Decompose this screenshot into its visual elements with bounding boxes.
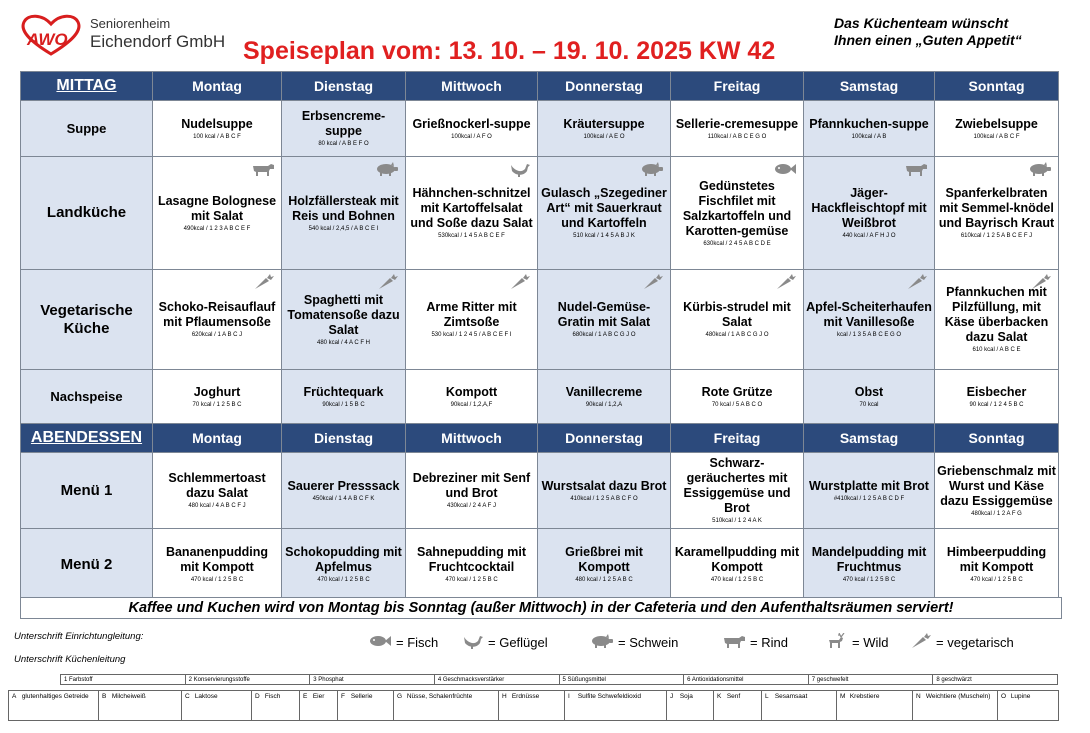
day-header: Montag bbox=[153, 72, 282, 101]
day-header: Sonntag bbox=[935, 72, 1059, 101]
dish-info: 470 kcal / 1 2 5 B C bbox=[970, 577, 1023, 583]
day-header: Freitag bbox=[671, 424, 804, 453]
menu-cell bbox=[538, 101, 671, 157]
dish-name: Joghurt bbox=[193, 384, 241, 399]
allergen-text: Eier bbox=[312, 693, 325, 700]
allergen-key: B bbox=[102, 693, 107, 700]
menu-cell bbox=[935, 270, 1059, 370]
allergen-key: D bbox=[255, 693, 260, 700]
menu-cell bbox=[538, 453, 671, 529]
additive-key: 3 bbox=[313, 676, 317, 683]
dish-info: 470 kcal / 1 2 5 B C bbox=[317, 577, 370, 583]
allergen-text: Laktose bbox=[194, 693, 218, 700]
row-label: Menü 2 bbox=[21, 529, 153, 601]
allergen-text: Sellerie bbox=[350, 693, 373, 700]
menu-cell bbox=[406, 529, 538, 601]
org-name-line1: Seniorenheim bbox=[90, 16, 171, 31]
menu-cell bbox=[282, 157, 406, 270]
dish-info: 530 kcal / 1 2 4 5 / A B C E F I bbox=[431, 332, 512, 338]
menu-cell bbox=[406, 270, 538, 370]
allergen-text: Weichtiere (Muscheln) bbox=[925, 693, 991, 700]
menu-cell bbox=[804, 270, 935, 370]
dish-info: 90 kcal / 1 2 4 5 B C bbox=[969, 401, 1024, 408]
dish-name: Spanferkelbraten mit Semmel-knödel und Bayrisch Kraut bbox=[938, 186, 1055, 230]
allergen-key: C bbox=[185, 693, 190, 700]
cow-icon bbox=[904, 161, 928, 177]
legend-label: = Rind bbox=[750, 635, 788, 650]
dish-info: #410kcal / 1 2 5 A B C D F bbox=[833, 495, 905, 502]
menu-cell bbox=[671, 529, 804, 601]
dish-info: 100kcal / A E O bbox=[583, 133, 625, 140]
dish-info: 440 kcal / A F H J O bbox=[842, 233, 896, 239]
menu-cell bbox=[671, 157, 804, 270]
allergen-key: G bbox=[397, 693, 403, 700]
allergen-cell bbox=[252, 691, 300, 721]
additive-text: Konservierungsstoffe bbox=[193, 676, 250, 683]
additive-key: 2 bbox=[188, 676, 192, 683]
cow-icon bbox=[251, 161, 275, 177]
allergen-key: M bbox=[840, 693, 846, 700]
dish-info: 470 kcal / 1 2 5 B C bbox=[445, 577, 498, 583]
allergen-key: L bbox=[765, 693, 769, 700]
dish-info: 630kcal / 2 4 5 A B C D E bbox=[703, 240, 771, 247]
dish-name: Hähnchen-schnitzel mit Kartoffelsalat und Soße dazu Salat bbox=[410, 186, 533, 230]
additive-key: 5 bbox=[562, 676, 566, 683]
dish-info: 470 kcal / 1 2 5 B C bbox=[842, 577, 896, 583]
dish-info: 510kcal / 1 2 4 A K bbox=[712, 518, 762, 524]
allergen-cell bbox=[762, 691, 837, 721]
dish-name: Gedünstetes Fischfilet mit Salzkartoffeln und Karotten-gemüse bbox=[682, 178, 792, 238]
menu-cell bbox=[153, 453, 282, 529]
additive-key: 7 bbox=[811, 676, 816, 683]
menu-cell bbox=[153, 270, 282, 370]
menu-cell bbox=[153, 529, 282, 601]
additive-cell bbox=[559, 675, 684, 685]
menu-row bbox=[21, 270, 1059, 370]
dish-name: Kräutersuppe bbox=[563, 116, 645, 131]
menu-cell bbox=[282, 101, 406, 157]
section-label: ABENDESSEN bbox=[21, 424, 153, 453]
dish-name: Grießnockerl-suppe bbox=[412, 116, 531, 131]
menu-cell bbox=[935, 529, 1059, 601]
legend-label: = Geflügel bbox=[488, 635, 548, 650]
dish-info: 100kcal / A F O bbox=[451, 133, 492, 140]
menu-cell bbox=[538, 529, 671, 601]
additive-cell bbox=[684, 675, 809, 685]
dish-info: 100kcal / A B bbox=[851, 133, 887, 140]
dish-info: 70 kcal / 5 A B C O bbox=[711, 401, 763, 408]
pig-icon bbox=[590, 633, 618, 652]
coffee-banner: Kaffee und Kuchen wird von Montag bis Sonntag (außer Mittwoch) in der Cafeteria und den Aufenthaltsräumen serviert! bbox=[20, 597, 1062, 619]
dish-name: Bananenpudding mit Kompott bbox=[165, 545, 269, 574]
dish-name: Gulasch „Szegediner Art“ mit Sauerkraut und Kartoffeln bbox=[541, 186, 667, 230]
pig-icon bbox=[640, 161, 664, 177]
allergen-text: Krebstiere bbox=[849, 693, 880, 700]
dish-info: 480kcal / 1 A B C G J O bbox=[705, 332, 769, 338]
additive-cell bbox=[310, 675, 435, 685]
menu-cell bbox=[406, 453, 538, 529]
dish-info: 450kcal / 1 4 A B C F K bbox=[312, 495, 375, 502]
dish-name: Eisbecher bbox=[966, 384, 1027, 399]
dish-name: Wurstsalat dazu Brot bbox=[541, 478, 667, 493]
dish-name: Schlemmertoast dazu Salat bbox=[168, 471, 266, 500]
additive-text: Phosphat bbox=[318, 676, 344, 683]
meal-plan-table bbox=[20, 71, 1059, 601]
dish-name: Schokopudding mit Apfelmus bbox=[285, 545, 402, 574]
dish-info: 480 kcal / 4 A B C F J bbox=[188, 503, 246, 509]
dish-name: Karamellpudding mit Kompott bbox=[674, 545, 800, 574]
dish-name: Kürbis-strudel mit Salat bbox=[683, 300, 791, 329]
dish-info: 70 kcal bbox=[859, 401, 879, 408]
dish-name: Griebenschmalz mit Wurst und Käse dazu Essiggemüse bbox=[937, 463, 1056, 508]
dish-name: Himbeerpudding mit Kompott bbox=[946, 545, 1047, 574]
allergens-table bbox=[8, 690, 1059, 721]
additive-text: Geschmacksverstärker bbox=[442, 676, 505, 683]
day-header: Donnerstag bbox=[538, 424, 671, 453]
dish-name: Mandelpudding mit Fruchtmus bbox=[811, 545, 927, 574]
carrot-icon bbox=[640, 274, 664, 290]
allergen-key: E bbox=[303, 693, 308, 700]
allergen-cell bbox=[837, 691, 913, 721]
allergen-key: I bbox=[568, 693, 570, 700]
allergen-cell bbox=[182, 691, 252, 721]
menu-cell bbox=[804, 453, 935, 529]
dish-info: 490kcal / 1 2 3 A B C E F bbox=[183, 225, 251, 232]
dish-info: 410kcal / 1 2 5 A B C F O bbox=[570, 495, 638, 502]
additive-key: 6 bbox=[687, 676, 691, 683]
row-label: Suppe bbox=[21, 101, 153, 157]
dish-name: Erbsencreme-suppe bbox=[301, 109, 386, 138]
dish-info: 480kcal / 1 2 A F G bbox=[971, 510, 1022, 517]
dish-name: Kompott bbox=[445, 384, 498, 399]
menu-row bbox=[21, 101, 1059, 157]
fish-icon bbox=[773, 161, 797, 177]
menu-cell bbox=[406, 157, 538, 270]
menu-cell bbox=[935, 101, 1059, 157]
dish-info: 530kcal / 1 4 5 A B C E F bbox=[438, 233, 505, 239]
allergen-text: Senf bbox=[726, 693, 741, 700]
dish-name: Nudelsuppe bbox=[181, 116, 253, 131]
additive-cell bbox=[933, 675, 1058, 685]
chicken-icon bbox=[507, 161, 531, 177]
carrot-icon bbox=[1028, 274, 1052, 290]
legend-item bbox=[824, 633, 888, 652]
menu-cell bbox=[153, 101, 282, 157]
dish-name: Zwiebelsuppe bbox=[955, 116, 1038, 131]
allergen-key: F bbox=[341, 693, 345, 700]
fish-icon bbox=[368, 633, 396, 652]
allergen-key: A bbox=[12, 693, 17, 700]
allergen-text: Soja bbox=[679, 693, 693, 700]
additive-text: geschwärzt bbox=[941, 676, 972, 683]
dish-name: Wurstplatte mit Brot bbox=[809, 478, 929, 493]
additive-cell bbox=[185, 675, 310, 685]
row-label: Nachspeise bbox=[21, 370, 153, 424]
day-header: Montag bbox=[153, 424, 282, 453]
allergen-cell bbox=[394, 691, 499, 721]
icon-legend bbox=[368, 633, 1058, 659]
dish-name: Jäger-Hackfleischtopf mit Weißbrot bbox=[811, 186, 927, 230]
logo-text: AWO bbox=[27, 30, 68, 49]
day-header: Sonntag bbox=[935, 424, 1059, 453]
menu-cell bbox=[406, 101, 538, 157]
menu-cell bbox=[804, 101, 935, 157]
day-header: Samstag bbox=[804, 424, 935, 453]
page-title: Speiseplan vom: 13. 10. – 19. 10. 2025 KW 42 bbox=[243, 37, 776, 65]
pig-icon bbox=[1028, 161, 1052, 177]
dish-name: Holzfällersteak mit Reis und Bohnen bbox=[288, 193, 399, 223]
menu-cell bbox=[153, 157, 282, 270]
allergen-key: O bbox=[1001, 693, 1007, 700]
menu-cell bbox=[671, 453, 804, 529]
dish-info: 90kcal / 1,2,A,F bbox=[450, 401, 493, 408]
allergen-cell bbox=[565, 691, 667, 721]
allergen-cell bbox=[998, 691, 1059, 721]
allergen-cell bbox=[714, 691, 762, 721]
allergen-text: Lupine bbox=[1010, 693, 1031, 700]
additive-cell bbox=[808, 675, 933, 685]
day-header: Freitag bbox=[671, 72, 804, 101]
greeting bbox=[834, 15, 1022, 49]
additive-text: geschwefelt bbox=[816, 676, 849, 683]
additive-key: 4 bbox=[437, 676, 442, 683]
allergen-cell bbox=[99, 691, 182, 721]
dish-info: 610 kcal / A B C E bbox=[972, 347, 1021, 353]
additive-text: Antioxidationsmittel bbox=[691, 676, 744, 683]
row-label: Landküche bbox=[21, 157, 153, 270]
dish-name: Pfannkuchen-suppe bbox=[809, 116, 929, 131]
menu-cell bbox=[538, 370, 671, 424]
dish-name: Schoko-Reisauflauf mit Pflaumensoße bbox=[158, 300, 276, 329]
menu-cell bbox=[282, 529, 406, 601]
day-header: Mittwoch bbox=[406, 424, 538, 453]
menu-cell bbox=[935, 453, 1059, 529]
dish-info: 430kcal / 2 4 A F J bbox=[446, 503, 497, 509]
legend-item bbox=[590, 633, 678, 652]
legend-item bbox=[460, 633, 548, 652]
dish-name: Sauerer Presssack bbox=[287, 478, 400, 493]
menu-cell bbox=[406, 370, 538, 424]
dish-name: Rote Grütze bbox=[701, 384, 773, 399]
allergen-key: H bbox=[502, 693, 507, 700]
additives-table bbox=[60, 674, 1058, 685]
row-label: Menü 1 bbox=[21, 453, 153, 529]
allergen-key: K bbox=[717, 693, 722, 700]
greeting-line2: Ihnen einen „Guten Appetit“ bbox=[834, 32, 1022, 48]
row-label: Vegetarische Küche bbox=[21, 270, 153, 370]
menu-cell bbox=[282, 370, 406, 424]
chicken-icon bbox=[460, 633, 488, 652]
menu-cell bbox=[804, 157, 935, 270]
menu-row bbox=[21, 529, 1059, 601]
cow-icon bbox=[722, 633, 750, 652]
menu-row bbox=[21, 157, 1059, 270]
allergen-text: Sesamsaat bbox=[774, 693, 808, 700]
legend-label: = Fisch bbox=[396, 635, 439, 650]
dish-name: Obst bbox=[854, 384, 884, 399]
dish-name: Grießbrei mit Kompott bbox=[565, 545, 643, 574]
dish-info: 90kcal / 1,2,A bbox=[585, 401, 623, 408]
dish-info: 110kcal / A B C E G O bbox=[707, 133, 767, 140]
dish-info: kcal / 1 3 5 A B C E G O bbox=[836, 332, 902, 338]
dish-info: 90kcal / 1 5 B C bbox=[322, 401, 365, 408]
dish-info: 680kcal / 1 A B C G J O bbox=[572, 332, 636, 338]
dish-name: Sahnepudding mit Fruchtcocktail bbox=[416, 545, 527, 574]
menu-cell bbox=[671, 370, 804, 424]
menu-cell bbox=[282, 453, 406, 529]
dish-info: 620kcal / 1 A B C J bbox=[191, 332, 243, 338]
carrot-icon bbox=[507, 274, 531, 290]
allergen-text: Erdnüsse bbox=[511, 693, 540, 700]
dish-info: 540 kcal / 2,4,5 / A B C E I bbox=[308, 225, 379, 232]
allergen-cell bbox=[667, 691, 714, 721]
menu-cell bbox=[935, 370, 1059, 424]
menu-cell bbox=[153, 370, 282, 424]
org-name-line2: Eichendorf GmbH bbox=[90, 32, 226, 51]
dish-name: Sellerie-cremesuppe bbox=[675, 116, 799, 131]
additive-text: Süßungsmittel bbox=[567, 676, 606, 683]
dish-info: 470 kcal / 1 2 5 B C bbox=[710, 577, 764, 583]
legend-item bbox=[722, 633, 788, 652]
header-row bbox=[21, 424, 1059, 453]
allergen-cell bbox=[913, 691, 998, 721]
allergen-text: Milcheiweiß bbox=[111, 693, 146, 700]
dish-name: Früchtequark bbox=[303, 384, 384, 399]
signature-management: Unterschrift Einrichtungleitung: bbox=[14, 631, 144, 642]
menu-cell bbox=[804, 529, 935, 601]
legend-item bbox=[908, 633, 1014, 652]
additive-cell bbox=[61, 675, 186, 685]
allergen-key: J bbox=[670, 693, 674, 700]
carrot-icon bbox=[251, 274, 275, 290]
dish-info: 70 kcal / 1 2 5 B C bbox=[192, 401, 242, 408]
pig-icon bbox=[375, 161, 399, 177]
menu-row bbox=[21, 370, 1059, 424]
section-label: MITTAG bbox=[21, 72, 153, 101]
legend-item bbox=[368, 633, 438, 652]
menu-row bbox=[21, 453, 1059, 529]
menu-cell bbox=[538, 157, 671, 270]
day-header: Donnerstag bbox=[538, 72, 671, 101]
carrot-icon bbox=[904, 274, 928, 290]
carrot-icon bbox=[908, 633, 936, 652]
menu-cell bbox=[935, 157, 1059, 270]
dish-info: 100 kcal / A B C F bbox=[193, 133, 241, 140]
day-header: Mittwoch bbox=[406, 72, 538, 101]
menu-cell bbox=[671, 270, 804, 370]
dish-info: 480 kcal / 4 A C F H bbox=[316, 339, 371, 346]
dish-name: Schwarz-geräuchertes mit Essiggemüse und Brot bbox=[683, 456, 791, 515]
menu-cell bbox=[282, 270, 406, 370]
dish-name: Pfannkuchen mit Pilzfüllung, mit Käse überbacken dazu Salat bbox=[944, 285, 1049, 344]
awo-logo bbox=[18, 14, 228, 64]
dish-name: Arme Ritter mit Zimtsoße bbox=[426, 300, 517, 329]
dish-name: Vanillecreme bbox=[565, 384, 643, 399]
allergen-cell bbox=[338, 691, 394, 721]
legend-label: = vegetarisch bbox=[936, 635, 1014, 650]
allergen-cell bbox=[499, 691, 565, 721]
carrot-icon bbox=[773, 274, 797, 290]
deer-icon bbox=[824, 633, 852, 652]
allergen-key: N bbox=[916, 693, 921, 700]
header-row bbox=[21, 72, 1059, 101]
day-header: Dienstag bbox=[282, 424, 406, 453]
dish-name: Debreziner mit Senf und Brot bbox=[412, 471, 531, 500]
dish-name: Lasagne Bolognese mit Salat bbox=[157, 193, 277, 223]
dish-info: 100kcal / A B C F bbox=[973, 133, 1020, 140]
heart-logo-icon bbox=[18, 14, 84, 58]
additive-key: 1 bbox=[64, 676, 68, 683]
menu-cell bbox=[538, 270, 671, 370]
dish-info: 510 kcal / 1 4 5 A B J K bbox=[573, 233, 635, 239]
allergen-text: Sulfite Schwefeldioxid bbox=[577, 693, 642, 700]
legend-label: = Schwein bbox=[618, 635, 679, 650]
additive-key: 8 bbox=[936, 676, 940, 683]
additive-cell bbox=[434, 675, 559, 685]
allergen-text: glutenhaltiges Getreide bbox=[21, 693, 89, 700]
menu-cell bbox=[804, 370, 935, 424]
dish-name: Spaghetti mit Tomatensoße dazu Salat bbox=[287, 292, 400, 337]
legend-label: = Wild bbox=[852, 635, 889, 650]
allergen-cell bbox=[300, 691, 338, 721]
carrot-icon bbox=[375, 274, 399, 290]
day-header: Dienstag bbox=[282, 72, 406, 101]
allergen-text: Fisch bbox=[264, 693, 281, 700]
dish-info: 80 kcal / A B E F O bbox=[318, 141, 369, 147]
dish-info: 610kcal / 1 2 5 A B C E F J bbox=[960, 233, 1033, 239]
additive-text: Farbstoff bbox=[69, 676, 93, 683]
allergen-text: Nüsse, Schalenfrüchte bbox=[406, 693, 473, 700]
dish-info: 470 kcal / 1 2 5 B C bbox=[190, 577, 244, 583]
dish-info: 480 kcal / 1 2 5 A B C bbox=[575, 577, 633, 583]
day-header: Samstag bbox=[804, 72, 935, 101]
allergen-cell bbox=[9, 691, 99, 721]
menu-cell bbox=[671, 101, 804, 157]
dish-name: Apfel-Scheiterhaufen mit Vanillesoße bbox=[806, 300, 932, 329]
dish-name: Nudel-Gemüse-Gratin mit Salat bbox=[557, 300, 651, 329]
greeting-line1: Das Küchenteam wünscht bbox=[834, 15, 1009, 31]
signature-kitchen: Unterschrift Küchenleitung bbox=[14, 654, 126, 665]
